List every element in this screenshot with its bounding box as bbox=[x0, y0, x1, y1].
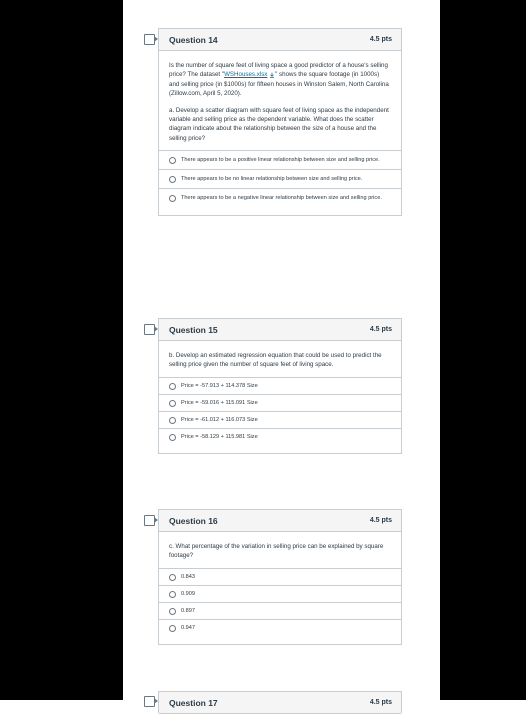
quiz-page bbox=[123, 0, 440, 708]
radio-button[interactable] bbox=[169, 400, 176, 407]
answer-option[interactable]: Price = -58.129 + 115.981 Size bbox=[159, 429, 401, 445]
radio-button[interactable] bbox=[169, 195, 176, 202]
flag-question-14-icon[interactable] bbox=[144, 34, 155, 45]
answer-option[interactable]: Price = -57.913 + 114.378 Size bbox=[159, 378, 401, 395]
answer-option[interactable]: 0.909 bbox=[159, 586, 401, 603]
question-points: 4.5 pts bbox=[369, 699, 392, 706]
question-points: 4.5 pts bbox=[369, 326, 392, 333]
question-14-card bbox=[158, 28, 402, 216]
radio-button[interactable] bbox=[169, 434, 176, 441]
radio-button[interactable] bbox=[169, 574, 176, 581]
question-points: 4.5 pts bbox=[369, 517, 392, 524]
question-title: Question 17 bbox=[169, 697, 218, 708]
radio-button[interactable] bbox=[169, 625, 176, 632]
question-15-header bbox=[159, 319, 401, 341]
radio-button[interactable] bbox=[169, 383, 176, 390]
flag-question-17-icon[interactable] bbox=[144, 696, 155, 707]
question-14-body bbox=[159, 51, 401, 215]
question-prompt: b. Develop an estimated regression equation that could be used to predict the selling price given the number of square feet of living space. bbox=[169, 352, 382, 369]
question-title: Question 15 bbox=[169, 324, 218, 335]
answer-option[interactable]: Price = -59.016 + 115.091 Size bbox=[159, 395, 401, 412]
answer-option[interactable]: There appears to be a positive linear relationship between size and selling price. bbox=[159, 151, 401, 170]
question-prompt: c. What percentage of the variation in selling price can be explained by square footage? bbox=[169, 543, 384, 560]
question-15-card bbox=[158, 318, 402, 454]
question-16-body bbox=[159, 532, 401, 644]
answer-option[interactable]: There appears to be no linear relationship between size and selling price. bbox=[159, 170, 401, 189]
answer-list bbox=[159, 568, 401, 636]
answer-option[interactable]: 0.947 bbox=[159, 620, 401, 636]
question-title: Question 14 bbox=[169, 34, 218, 45]
radio-button[interactable] bbox=[169, 608, 176, 615]
radio-button[interactable] bbox=[169, 591, 176, 598]
radio-button[interactable] bbox=[169, 176, 176, 183]
question-intro: Is the number of square feet of living space a good predictor of a house's selling price? The dataset "WSHouses.xlsx " shows the square footage (in 1000s) and selling price (in $1000s) for fifteen houses in Winston Salem, North Carolina (Zillow.com, April 5, 2020). bbox=[169, 62, 389, 98]
question-prompt: a. Develop a scatter diagram with square feet of living space as the independent variable and selling price as the dependent variable. What does the scatter diagram indicate about the relationship between the size of a house and the selling price? bbox=[169, 106, 389, 142]
answer-option[interactable]: 0.843 bbox=[159, 569, 401, 586]
flag-question-15-icon[interactable] bbox=[144, 324, 155, 335]
answer-list bbox=[159, 377, 401, 445]
question-16-header bbox=[159, 510, 401, 532]
question-17-header bbox=[159, 692, 401, 714]
answer-option[interactable]: 0.897 bbox=[159, 603, 401, 620]
question-16-card bbox=[158, 509, 402, 645]
dataset-link[interactable]: WSHouses.xlsx bbox=[224, 71, 268, 79]
left-letterbox bbox=[0, 0, 123, 700]
question-points: 4.5 pts bbox=[369, 36, 392, 43]
answer-list bbox=[159, 150, 401, 207]
question-17-card bbox=[158, 691, 402, 713]
flag-question-16-icon[interactable] bbox=[144, 515, 155, 526]
radio-button[interactable] bbox=[169, 157, 176, 164]
answer-option[interactable]: There appears to be a negative linear relationship between size and selling price. bbox=[159, 189, 401, 207]
question-title: Question 16 bbox=[169, 515, 218, 526]
right-letterbox bbox=[440, 0, 526, 700]
question-15-body bbox=[159, 341, 401, 453]
answer-option[interactable]: Price = -61.012 + 116.073 Size bbox=[159, 412, 401, 429]
question-14-header bbox=[159, 29, 401, 51]
radio-button[interactable] bbox=[169, 417, 176, 424]
